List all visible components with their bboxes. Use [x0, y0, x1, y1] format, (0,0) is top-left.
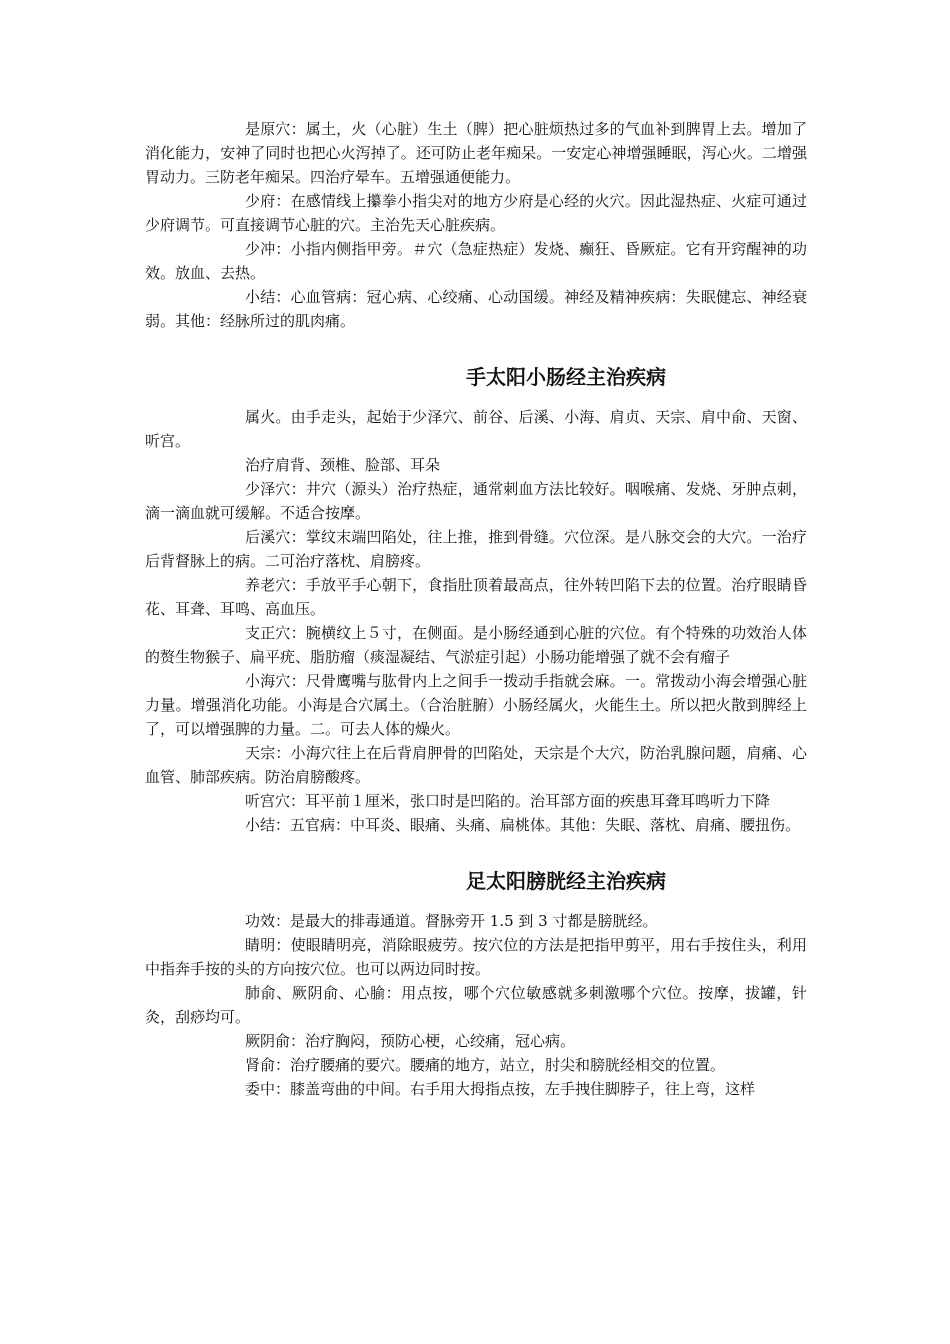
section-small-intestine-meridian: [145, 363, 807, 837]
paragraph-si-overview: 属火。由手走头，起始于少泽穴、前谷、后溪、小海、肩贞、天宗、肩中俞、天窗、听宫。: [145, 408, 807, 450]
paragraph-si-treats: 治疗肩背、颈椎、脸部、耳朵: [245, 456, 441, 474]
paragraph-back-shu-points: 肺俞、厥阴俞、心腧：用点按，哪个穴位敏感就多刺激哪个穴位。按摩，拔罐，针灸，刮痧均可。: [145, 984, 807, 1026]
paragraph-shaochong: 少冲：小指内侧指甲旁。＃穴（急症热症）发烧、癫狂、昏厥症。它有开窍醒神的功效。放血、去热。: [145, 240, 807, 282]
section-bladder-meridian: [145, 867, 807, 1101]
paragraph-jueyinshu: 厥阴俞：治疗胸闷，预防心梗，心绞痛，冠心病。: [245, 1032, 576, 1050]
paragraph-yanglao: 养老穴：手放平手心朝下，食指肚顶着最高点，往外转凹陷下去的位置。治疗眼睛昏花、耳聋、耳鸣、高血压。: [145, 576, 807, 618]
section-title-small-intestine: 手太阳小肠经主治疾病: [466, 365, 666, 389]
paragraph-xiaohai: 小海穴：尺骨鹰嘴与肱骨内上之间手一拨动手指就会麻。一。常拨动小海会增强心脏力量。增强消化功能。小海是合穴属土。（合治脏腑）小肠经属火，火能生土。所以把火散到脾经上了，可以增强脾的力量。二。可去人体的燥火。: [145, 672, 807, 738]
paragraph-shenmen: 是原穴：属土，火（心脏）生土（脾）把心脏烦热过多的气血补到脾胃上去。增加了消化能力，安神了同时也把心火泻掉了。还可防止老年痴呆。一安定心神增强睡眠，泻心火。二增强胃动力。三防老年痴呆。四治疗晕车。五增强通便能力。: [145, 120, 807, 186]
paragraph-shenshu: 肾俞：治疗腰痛的要穴。腰痛的地方，站立，肘尖和膀胱经相交的位置。: [245, 1056, 726, 1074]
paragraph-tianzong: 天宗：小海穴往上在后背肩胛骨的凹陷处，天宗是个大穴，防治乳腺问题，肩痛、心血管、肺部疾病。防治肩膀酸疼。: [145, 744, 807, 786]
paragraph-si-summary: 小结：五官病：中耳炎、眼痛、头痛、扁桃体。其他：失眠、落枕、肩痛、腰扭伤。: [245, 816, 801, 834]
paragraph-shaofu: 少府：在感情线上攥拳小指尖对的地方少府是心经的火穴。因此湿热症、火症可通过少府调节。可直接调节心脏的穴。主治先天心脏疾病。: [145, 192, 807, 234]
paragraph-tinggong: 听宫穴：耳平前１厘米，张口时是凹陷的。治耳部方面的疾患耳聋耳鸣听力下降: [245, 792, 771, 810]
paragraph-heart-summary: 小结：心血管病：冠心病、心绞痛、心动国缓。神经及精神疾病：失眠健忘、神经衰弱。其他：经脉所过的肌肉痛。: [145, 288, 807, 330]
section-heart-meridian-notes: [145, 117, 807, 333]
paragraph-shaoze: 少泽穴：井穴（源头）治疗热症，通常刺血方法比较好。咽喉痛、发烧、牙肿点刺，滴一滴血就可缓解。不适合按摩。: [145, 480, 807, 522]
document-body: [145, 117, 807, 1101]
paragraph-jingming: 睛明：使眼睛明亮，消除眼疲劳。按穴位的方法是把指甲剪平，用右手按住头，利用中指奔手按的头的方向按穴位。也可以两边同时按。: [145, 936, 807, 978]
paragraph-weizhong: 委中：膝盖弯曲的中间。右手用大拇指点按，左手拽住脚脖子，往上弯，这样: [245, 1080, 756, 1098]
paragraph-bladder-function: 功效：是最大的排毒通道。督脉旁开 1.5 到 3 寸都是膀胱经。: [245, 912, 658, 930]
paragraph-houxi: 后溪穴：掌纹末端凹陷处，往上推，推到骨缝。穴位深。是八脉交会的大穴。一治疗后背督脉上的病。二可治疗落枕、肩膀疼。: [145, 528, 807, 570]
paragraph-zhizheng: 支正穴：腕横纹上５寸，在侧面。是小肠经通到心脏的穴位。有个特殊的功效治人体的赘生物猴子、扁平疣、脂肪瘤（痰湿凝结、气淤症引起）小肠功能增强了就不会有瘤子: [145, 624, 807, 666]
section-title-bladder: 足太阳膀胱经主治疾病: [466, 869, 666, 893]
